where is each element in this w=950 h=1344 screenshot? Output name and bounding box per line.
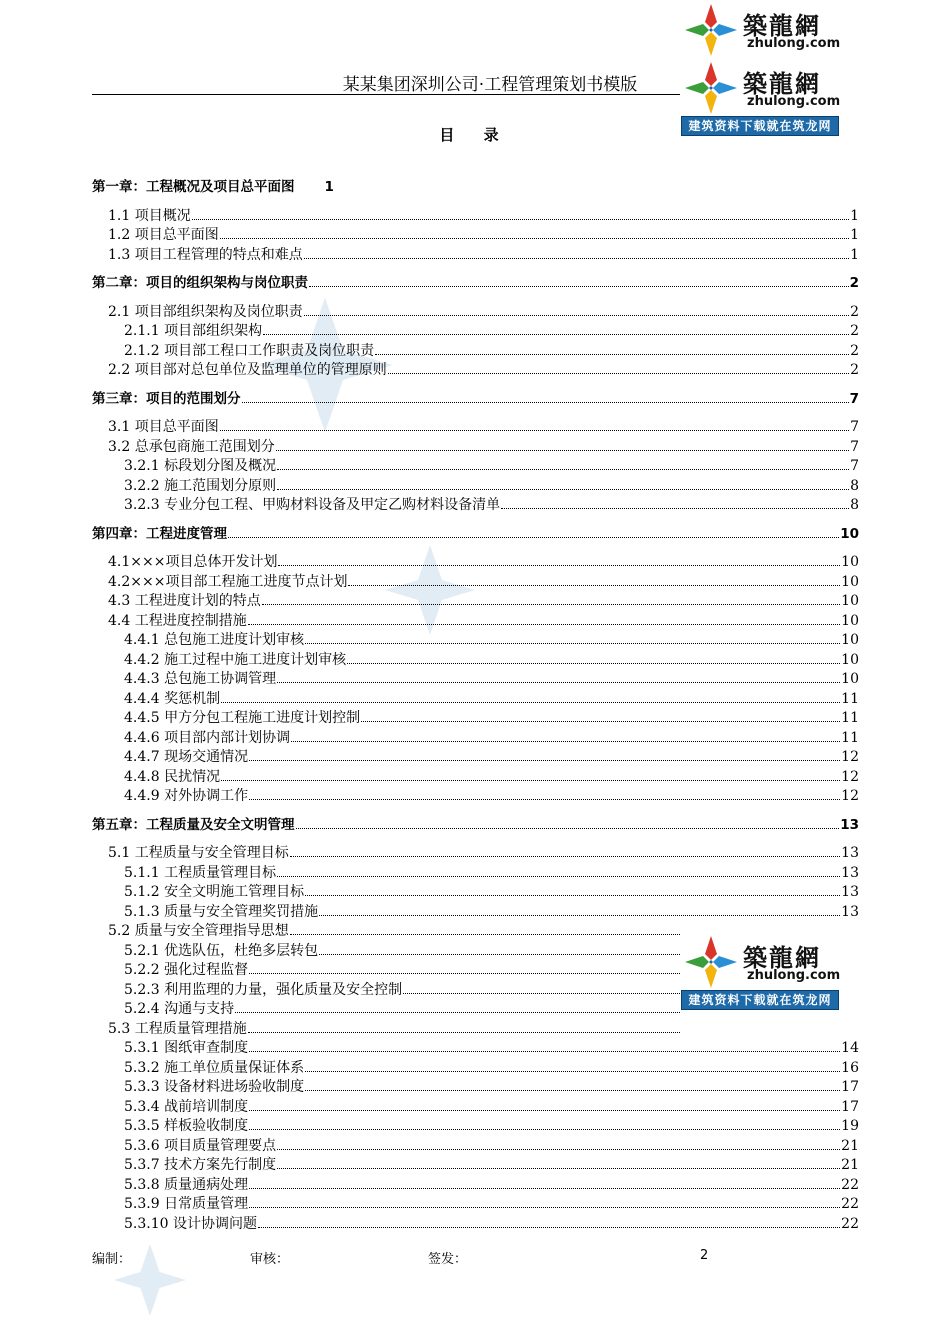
toc-page-number: 22 — [841, 1215, 859, 1232]
toc-entry[interactable] — [108, 922, 681, 941]
toc-dot-leader — [249, 961, 680, 974]
toc-chapter-entry[interactable] — [92, 274, 859, 293]
toc-entry-text: 2.1.2 项目部工程口工作职责及岗位职责 — [124, 342, 375, 359]
toc-entry[interactable] — [124, 631, 859, 650]
toc-entry-text: 4.4.2 施工过程中施工进度计划审核 — [124, 651, 347, 668]
toc-entry[interactable] — [108, 592, 859, 611]
toc-entry[interactable] — [108, 612, 859, 631]
toc-dot-leader — [501, 496, 849, 509]
toc-dot-leader — [291, 729, 840, 742]
toc-entry-text: 第二章：项目的组织架构与岗位职责 — [92, 275, 308, 291]
toc-dot-leader — [192, 207, 849, 220]
toc-dot-leader — [278, 553, 840, 566]
logo-name-en: zhulong.com — [747, 94, 841, 109]
toc-dot-leader — [403, 981, 680, 994]
toc-page-number: 12 — [841, 788, 859, 804]
toc-page-number: 11 — [841, 729, 859, 746]
toc-page-number: 7 — [850, 438, 859, 455]
toc-entry-text: 5.3.4 战前培训制度 — [124, 1098, 249, 1115]
toc-entry-text: 5.3.7 技术方案先行制度 — [124, 1157, 277, 1173]
toc-dot-leader — [262, 592, 840, 605]
toc-page-number: 12 — [841, 768, 859, 785]
toc-entry[interactable] — [124, 1195, 859, 1214]
toc-page-number: 13 — [840, 816, 859, 833]
toc-page-number: 21 — [841, 1137, 859, 1154]
toc-dot-leader — [248, 612, 840, 625]
toc-dot-leader — [361, 709, 840, 722]
toc-page-number: 10 — [841, 554, 859, 570]
toc-dot-leader — [277, 457, 849, 470]
toc-entry[interactable] — [124, 961, 681, 980]
toc-dot-leader — [248, 1020, 680, 1033]
toc-entry-text: 2.1.1 项目部组织架构 — [124, 323, 263, 339]
toc-entry[interactable] — [108, 207, 859, 226]
toc-entry-text: 4.4.8 民扰情况 — [124, 768, 221, 785]
toc-entry[interactable] — [124, 342, 859, 361]
toc-entry[interactable] — [124, 322, 859, 341]
toc-entry-text: 5.1.2 安全文明施工管理目标 — [124, 884, 305, 900]
toc-dot-leader — [242, 390, 849, 403]
toc-entry[interactable] — [124, 457, 859, 476]
toc-entry[interactable] — [124, 903, 859, 922]
logo-name-cn: 築龍網 — [743, 69, 821, 98]
logo-name-cn: 築龍網 — [743, 943, 821, 972]
toc-dot-leader — [305, 631, 840, 644]
toc-entry[interactable] — [124, 787, 859, 806]
toc-entry-text: 2.2 项目部对总包单位及监理单位的管理原则 — [108, 362, 387, 378]
toc-dot-leader — [319, 942, 680, 955]
toc-entry-text: 3.2.3 专业分包工程、甲购材料设备及甲定乙购材料设备清单 — [124, 497, 501, 513]
toc-page-number: 12 — [841, 749, 859, 765]
logo-name-en: zhulong.com — [747, 36, 841, 51]
toc-entry[interactable] — [108, 1020, 681, 1039]
toc-dot-leader — [235, 1000, 680, 1013]
toc-page-number: 16 — [841, 1059, 859, 1076]
toc-entry-text: 4.4.7 现场交通情况 — [124, 749, 249, 765]
toc-entry-text: 3.2.1 标段划分图及概况 — [124, 458, 277, 474]
toc-page-number: 1 — [850, 207, 859, 224]
toc-page-number: 10 — [841, 593, 859, 609]
toc-dot-leader — [258, 1215, 840, 1228]
toc-dot-leader — [277, 670, 840, 683]
toc-page-number: 1 — [850, 246, 859, 263]
toc-entry-text: 5.3.8 质量通病处理 — [124, 1176, 249, 1193]
toc-dot-leader — [305, 1059, 840, 1072]
zhulong-logo-top[interactable] — [681, 0, 839, 58]
footer-reviewed-label: 审核： — [250, 1252, 290, 1267]
header-rule — [92, 94, 680, 95]
logo-name-en: zhulong.com — [747, 968, 841, 983]
toc-entry[interactable] — [108, 553, 859, 572]
toc-entry-text: 5.3.6 项目质量管理要点 — [124, 1137, 277, 1154]
toc-page-number: 22 — [841, 1196, 859, 1212]
toc-entry[interactable] — [124, 1156, 859, 1175]
toc-dot-leader — [277, 1137, 840, 1150]
toc-entry[interactable] — [108, 438, 859, 457]
toc-dot-leader — [249, 787, 840, 800]
toc-dot-leader — [296, 816, 840, 829]
toc-entry-text: 第四章：工程进度管理 — [92, 525, 227, 542]
toc-entry[interactable] — [124, 1000, 681, 1019]
toc-dot-leader — [319, 903, 840, 916]
header-title: 某某集团深圳公司·工程管理策划书模版 — [342, 75, 638, 95]
zhulong-mark-icon — [683, 2, 739, 58]
toc-page-number: 2 — [850, 362, 859, 378]
toc-entry-text: 4.4.1 总包施工进度计划审核 — [124, 632, 305, 648]
toc-dot-leader — [304, 246, 849, 259]
toc-chapter-entry[interactable] — [92, 525, 859, 544]
toc-entry[interactable] — [124, 748, 859, 767]
toc-dot-leader — [249, 1195, 840, 1208]
zhulong-mark-icon — [683, 60, 739, 116]
toc-page-number: 10 — [841, 632, 859, 648]
toc-page-number: 2 — [850, 323, 859, 339]
toc-entry-text: 5.2.1 优选队伍，杜绝多层转包 — [124, 942, 319, 959]
toc-entry-text: 3.1 项目总平面图 — [108, 419, 219, 435]
toc-entry-text: 5.1 工程质量与安全管理目标 — [108, 845, 289, 861]
toc-entry-text: 第一章：工程概况及项目总平面图 — [92, 179, 295, 195]
toc-dot-leader — [290, 844, 840, 857]
toc-page-number: 2 — [850, 342, 859, 359]
zhulong-logo-middle[interactable] — [681, 932, 839, 1010]
toc-page-number: 22 — [841, 1176, 859, 1193]
toc-dot-leader — [277, 1156, 840, 1169]
toc-page-number: 1 — [850, 227, 859, 243]
toc-entry-text: 1.3 项目工程管理的特点和难点 — [108, 246, 303, 263]
toc-entry-text: 5.2 质量与安全管理指导思想 — [108, 923, 289, 939]
toc-entry[interactable] — [124, 1176, 859, 1195]
toc-entry-text: 5.3.3 设备材料进场验收制度 — [124, 1079, 305, 1095]
toc-dot-leader — [309, 274, 849, 287]
zhulong-mark-icon — [683, 934, 739, 990]
toc-page-number: 10 — [841, 651, 859, 668]
toc-page-number: 8 — [850, 477, 859, 494]
toc-dot-leader — [221, 690, 840, 703]
toc-dot-leader — [305, 883, 840, 896]
toc-entry-text: 5.2.3 利用监理的力量，强化质量及安全控制 — [124, 981, 403, 998]
toc-dot-leader — [305, 1078, 840, 1091]
toc-dot-leader — [249, 748, 840, 761]
toc-entry-text: 第五章：工程质量及安全文明管理 — [92, 816, 295, 833]
toc-dot-leader — [375, 342, 849, 355]
toc-page-number: 10 — [841, 573, 859, 590]
toc-entry[interactable] — [108, 246, 859, 265]
toc-dot-leader — [290, 922, 680, 935]
toc-page-number: 2 — [850, 303, 859, 320]
toc-entry-text: 3.2.2 施工范围划分原则 — [124, 477, 277, 494]
footer-issued-label: 签发： — [428, 1252, 468, 1267]
toc-entry[interactable] — [108, 418, 859, 437]
toc-dot-leader — [220, 226, 849, 239]
toc-page-number: 7 — [849, 390, 859, 407]
toc-entry[interactable] — [108, 226, 859, 245]
toc-page-number: 13 — [841, 903, 859, 920]
toc-page-number: 10 — [841, 671, 859, 687]
toc-dot-leader — [221, 768, 840, 781]
toc-page-number: 8 — [850, 497, 859, 513]
toc-title: 目 录 — [439, 126, 511, 144]
toc-page-number: 13 — [841, 864, 859, 881]
toc-dot-leader — [277, 864, 840, 877]
toc-entry-text: 1.1 项目概况 — [108, 207, 191, 224]
toc-entry[interactable] — [124, 690, 859, 709]
toc-entry[interactable] — [124, 1098, 859, 1117]
toc-entry[interactable] — [108, 361, 859, 380]
toc-dot-leader — [249, 1039, 840, 1052]
logo-banner: 建筑资料下载就在筑龙网 — [681, 990, 839, 1010]
toc-dot-leader — [249, 1117, 840, 1130]
toc-page-number: 10 — [841, 612, 859, 629]
toc-chapter-entry[interactable] — [92, 816, 859, 835]
toc-entry-text: 5.3.1 图纸审查制度 — [124, 1040, 249, 1056]
toc-page-number: 13 — [841, 884, 859, 900]
toc-entry-text: 3.2 总承包商施工范围划分 — [108, 438, 275, 455]
toc-page-number: 1 — [324, 179, 334, 195]
toc-entry[interactable] — [124, 942, 681, 961]
toc-entry[interactable] — [124, 1078, 859, 1097]
logo-banner: 建筑资料下载就在筑龙网 — [681, 116, 839, 136]
toc-entry-text: 4.1×××项目总体开发计划 — [108, 554, 278, 570]
toc-entry[interactable] — [124, 981, 681, 1000]
toc-entry-text: 4.2×××项目部工程施工进度节点计划 — [108, 573, 348, 590]
toc-entry-text: 4.4 工程进度控制措施 — [108, 612, 247, 629]
toc-entry-text: 5.3.9 日常质量管理 — [124, 1196, 249, 1212]
toc-entry-text: 1.2 项目总平面图 — [108, 227, 219, 243]
toc-entry[interactable] — [108, 844, 859, 863]
toc-entry[interactable] — [124, 729, 859, 748]
toc-dot-leader — [228, 525, 839, 538]
toc-entry-text: 第三章：项目的范围划分 — [92, 390, 241, 407]
toc-entry[interactable] — [124, 651, 859, 670]
toc-entry-text: 5.3 工程质量管理措施 — [108, 1020, 247, 1037]
toc-dot-leader — [348, 573, 840, 586]
toc-dot-leader — [249, 1176, 840, 1189]
toc-entry-text: 5.1.1 工程质量管理目标 — [124, 864, 277, 881]
toc-entry-text: 4.4.4 奖惩机制 — [124, 690, 221, 707]
toc-chapter-entry[interactable] — [92, 390, 859, 409]
toc-dot-leader — [249, 1098, 840, 1111]
toc-entry[interactable] — [124, 1137, 859, 1156]
toc-page-number: 19 — [841, 1118, 859, 1134]
toc-page-number: 7 — [850, 419, 859, 435]
toc-entry[interactable] — [124, 709, 859, 728]
toc-entry-text: 2.1 项目部组织架构及岗位职责 — [108, 303, 303, 320]
toc-entry-text: 4.4.6 项目部内部计划协调 — [124, 729, 291, 746]
toc-dot-leader — [277, 477, 849, 490]
toc-entry[interactable] — [124, 1059, 859, 1078]
toc-page-number: 7 — [850, 458, 859, 474]
logo-name-cn: 築龍網 — [743, 11, 821, 40]
toc-dot-leader — [220, 418, 849, 431]
toc-entry-text: 4.3 工程进度计划的特点 — [108, 593, 261, 609]
toc-entry-text: 4.4.9 对外协调工作 — [124, 788, 249, 804]
toc-entry-text: 5.1.3 质量与安全管理奖罚措施 — [124, 903, 319, 920]
toc-page-number: 21 — [841, 1157, 859, 1173]
toc-dot-leader — [347, 651, 840, 664]
toc-page-number: 14 — [841, 1040, 859, 1056]
toc-dot-leader — [276, 438, 849, 451]
toc-entry[interactable] — [124, 496, 859, 515]
toc-entry[interactable] — [124, 477, 859, 496]
toc-page-number: 10 — [840, 525, 859, 542]
toc-page-number: 17 — [841, 1098, 859, 1115]
toc-dot-leader — [263, 322, 849, 335]
toc-entry[interactable] — [124, 1215, 859, 1234]
footer-page-number: 2 — [700, 1248, 709, 1263]
toc-entry[interactable] — [108, 573, 859, 592]
toc-entry-text: 5.3.5 样板验收制度 — [124, 1118, 249, 1134]
toc-dot-leader — [388, 361, 849, 374]
toc-entry-text: 4.4.3 总包施工协调管理 — [124, 671, 277, 687]
toc-page-number: 11 — [841, 710, 859, 726]
toc-entry[interactable] — [124, 670, 859, 689]
toc-entry[interactable] — [124, 1039, 859, 1058]
toc-entry[interactable] — [124, 1117, 859, 1136]
toc-entry[interactable] — [108, 303, 859, 322]
footer-compiled-label: 编制： — [92, 1252, 132, 1267]
toc-entry-text: 5.3.2 施工单位质量保证体系 — [124, 1059, 305, 1076]
toc-entry-text: 5.2.4 沟通与支持 — [124, 1001, 235, 1017]
toc-entry-text: 5.2.2 强化过程监督 — [124, 962, 249, 978]
toc-dot-leader — [304, 303, 849, 316]
toc-entry[interactable] — [124, 768, 859, 787]
toc-entry-text: 4.4.5 甲方分包工程施工进度计划控制 — [124, 710, 361, 726]
toc-entry[interactable] — [124, 864, 859, 883]
toc-page-number: 13 — [841, 845, 859, 861]
toc-chapter-entry[interactable] — [92, 178, 334, 197]
toc-entry-text: 5.3.10 设计协调问题 — [124, 1215, 257, 1232]
toc-page-number: 17 — [841, 1079, 859, 1095]
toc-entry[interactable] — [124, 883, 859, 902]
toc-page-number: 11 — [841, 690, 859, 707]
toc-page-number: 2 — [849, 275, 859, 291]
